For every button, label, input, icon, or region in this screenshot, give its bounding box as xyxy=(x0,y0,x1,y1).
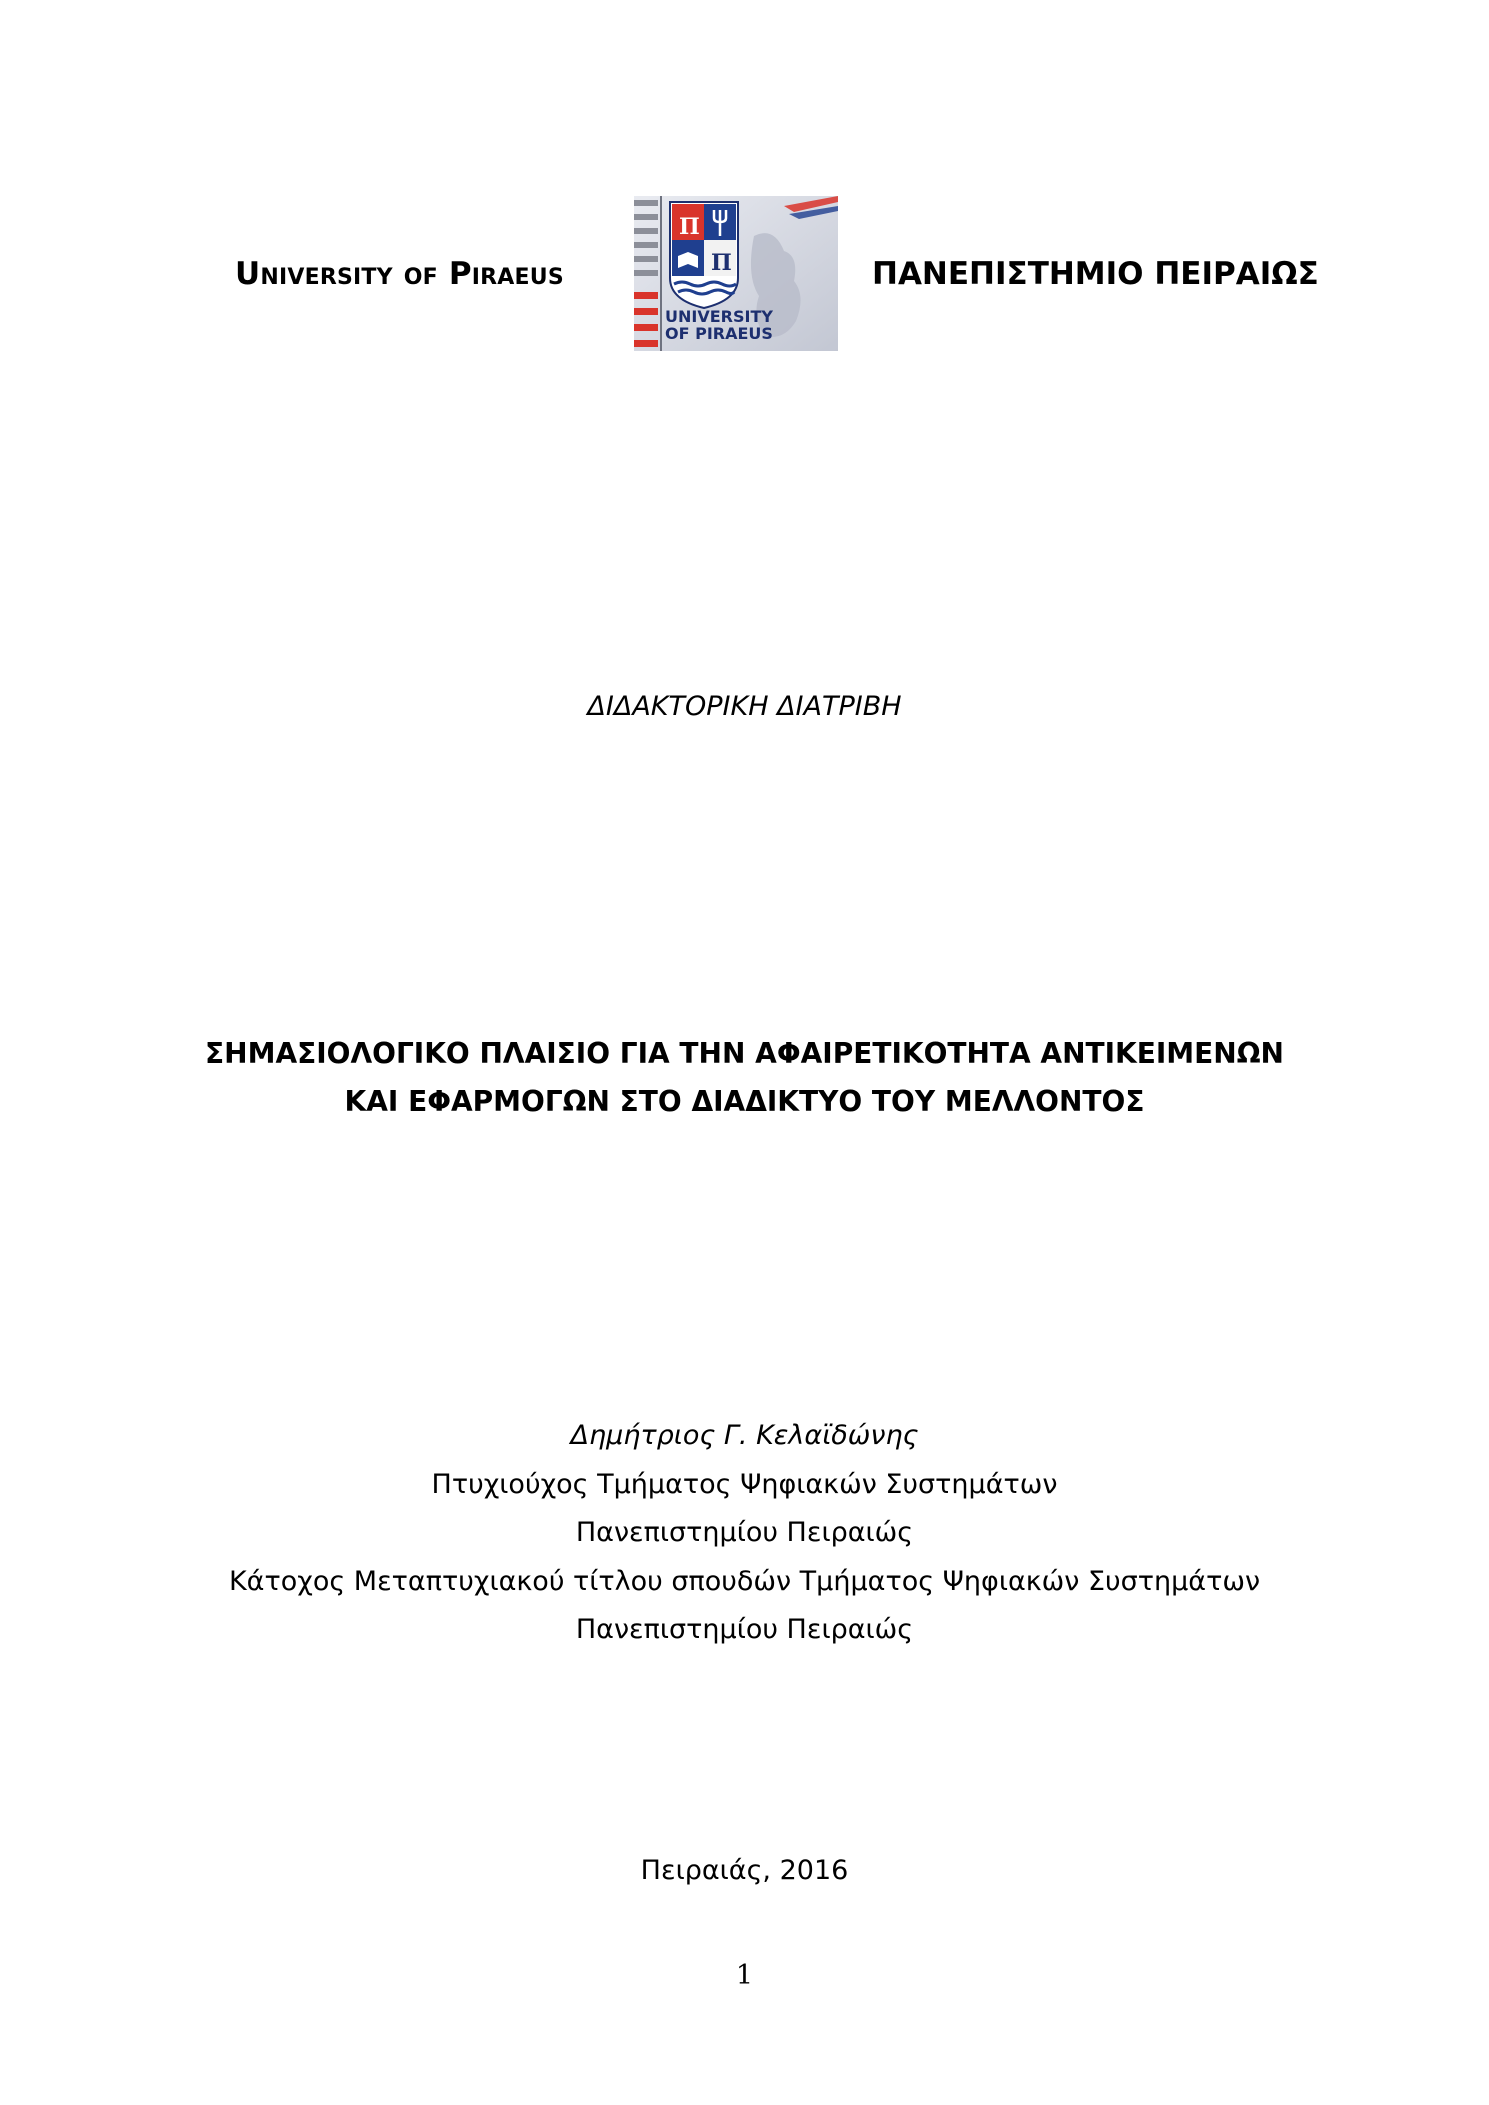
thesis-title xyxy=(0,1030,1489,1126)
place-date: Πειραιάς, 2016 xyxy=(640,1855,849,1886)
thesis-title-line2: ΚΑΙ ΕΦΑΡΜΟΓΩΝ ΣΤΟ ΔΙΑΔΙΚΤΥΟ ΤΟΥ ΜΕΛΛΟΝΤΟΣ xyxy=(344,1085,1145,1118)
svg-text:Π: Π xyxy=(711,250,732,276)
university-of-piraeus-logo-icon xyxy=(634,196,838,351)
author-degree-line2: Πανεπιστημίου Πειραιώς xyxy=(575,1517,914,1548)
logo-text-line2: OF PIRAEUS xyxy=(665,324,773,343)
university-name-en: University of Piraeus xyxy=(235,256,564,292)
logo-text-line1: UNIVERSITY xyxy=(665,307,773,326)
author-name: Δημήτριος Γ. Κελαϊδώνης xyxy=(570,1420,919,1451)
university-name-gr: ΠΑΝΕΠΙΣΤΗΜΙΟ ΠΕΙΡΑΙΩΣ xyxy=(872,256,1319,292)
author-degree-line3: Κάτοχος Μεταπτυχιακού τίτλου σπουδών Τμήματος Ψηφιακών Συστημάτων xyxy=(228,1565,1261,1597)
author-degree-line4: Πανεπιστημίου Πειραιώς xyxy=(575,1614,914,1645)
svg-text:Π: Π xyxy=(679,214,700,240)
document-type: ΔΙΔΑΚΤΟΡΙΚΗ ΔΙΑΤΡΙΒΗ xyxy=(587,691,902,722)
thesis-title-line1: ΣΗΜΑΣΙΟΛΟΓΙΚΟ ΠΛΑΙΣΙΟ ΓΙΑ ΤΗΝ ΑΦΑΙΡΕΤΙΚΟΤΗΤΑ ΑΝΤΙΚΕΙΜΕΝΩΝ xyxy=(205,1037,1284,1070)
author-degree-line1: Πτυχιούχος Τμήματος Ψηφιακών Συστημάτων xyxy=(431,1468,1058,1500)
university-logo xyxy=(634,196,838,351)
page-number: 1 xyxy=(735,1960,754,1991)
author-block xyxy=(0,1412,1489,1655)
